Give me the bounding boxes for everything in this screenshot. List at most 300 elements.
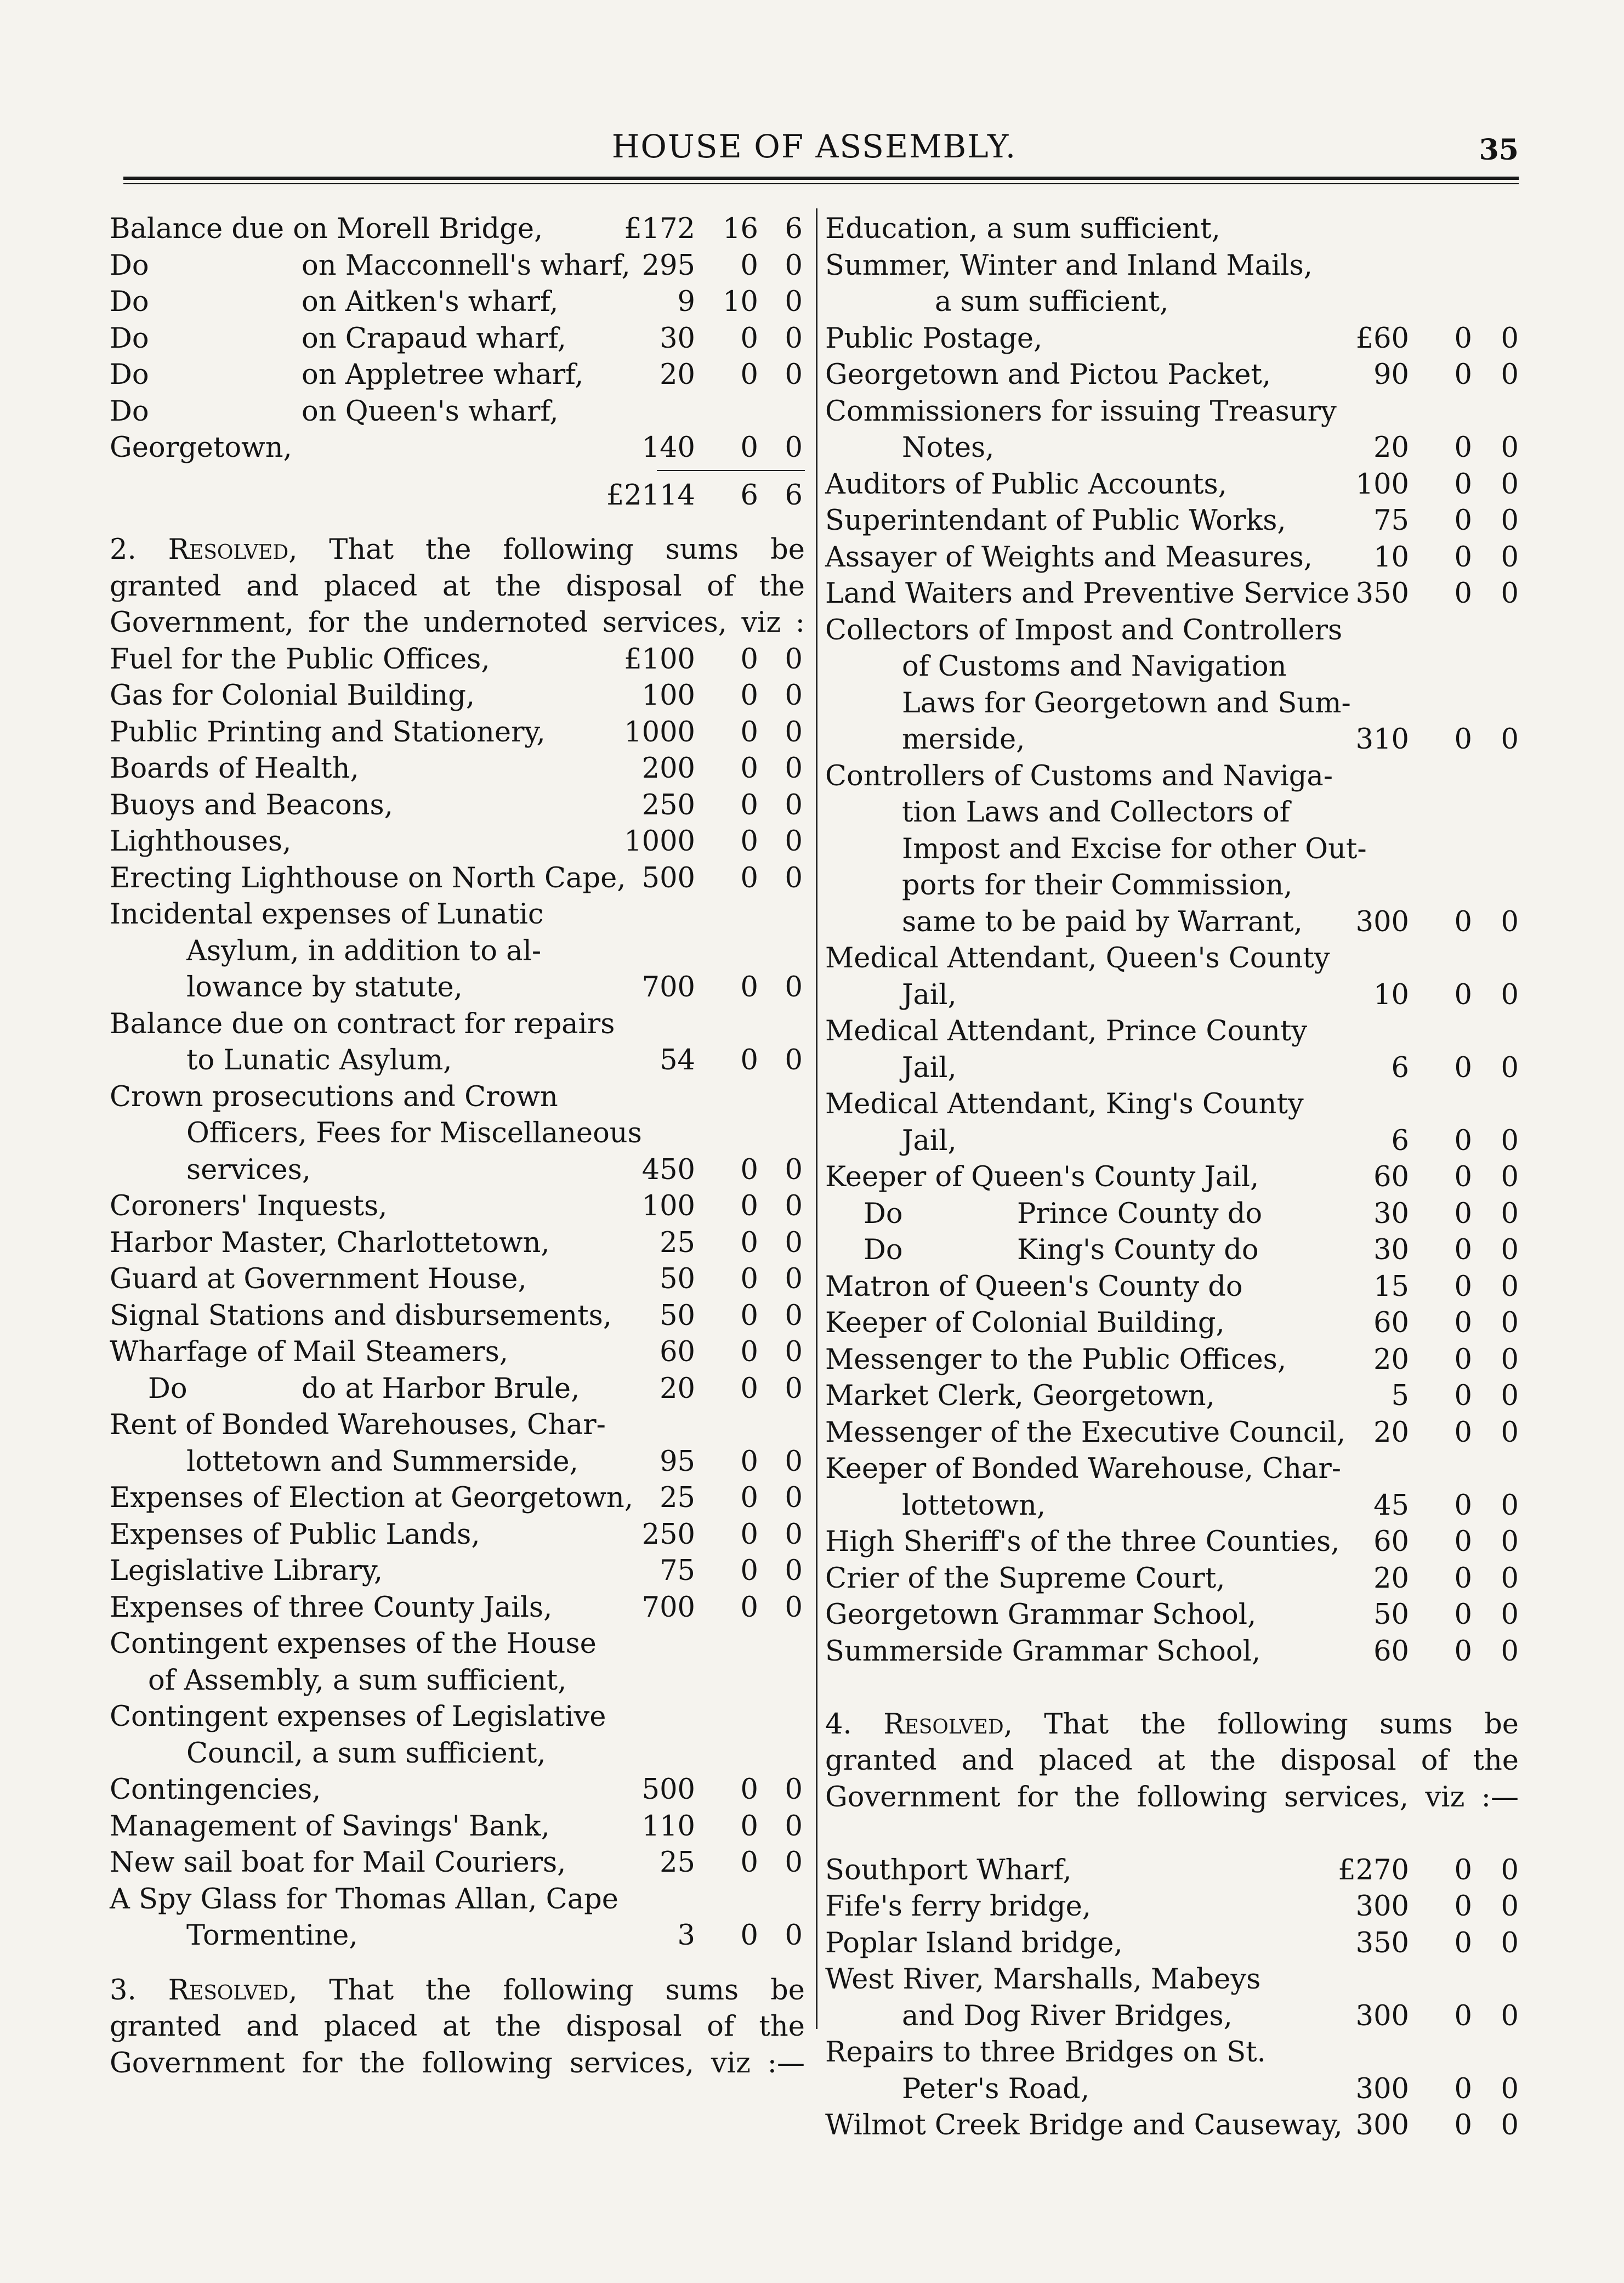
item-detail: on Aitken's wharf,	[302, 286, 559, 318]
amount-pence: 0	[1501, 577, 1519, 610]
resolution-word: the	[495, 570, 541, 603]
amount-pounds: 30	[660, 322, 695, 355]
page-number: 35	[1479, 133, 1519, 167]
item-label: Legislative Library,	[110, 1555, 383, 1587]
amount-pounds: 295	[641, 249, 695, 282]
amount-pence: 0	[785, 1810, 803, 1843]
amount-pence: 0	[785, 643, 803, 676]
resolution-word: placed	[323, 570, 418, 603]
resolution-line	[110, 532, 805, 569]
amount-pounds: 25	[660, 1226, 695, 1259]
amount-shillings: 0	[1454, 905, 1472, 938]
amount-shillings: 0	[1454, 1854, 1472, 1887]
amount-shillings: 0	[740, 1555, 758, 1587]
resolution-word: granted	[110, 570, 222, 603]
item-label: Southport Wharf,	[825, 1854, 1072, 1887]
ledger-row	[110, 751, 805, 788]
resolution-word: the	[1140, 1708, 1186, 1741]
amount-shillings: 0	[740, 359, 758, 391]
amount-pounds: 350	[1355, 577, 1409, 610]
amount-pounds: 75	[1373, 505, 1409, 537]
amount-shillings: 0	[1454, 1562, 1472, 1595]
amount-pounds: 140	[641, 432, 695, 464]
amount-pence: 0	[1501, 978, 1519, 1011]
amount-shillings: 0	[1454, 1124, 1472, 1157]
item-label: Harbor Master, Charlottetown,	[110, 1226, 550, 1259]
amount-shillings: 0	[740, 1919, 758, 1952]
resolution-word: and	[246, 2010, 299, 2043]
amount-shillings: 0	[740, 1044, 758, 1077]
resolution-word: following	[503, 1974, 634, 2007]
amount-shillings: 0	[1454, 505, 1472, 537]
resolution-word: That	[329, 534, 394, 566]
ledger-row	[825, 284, 1519, 321]
resolution-word: the	[363, 607, 410, 639]
item-label: A Spy Glass for Thomas Allan, Cape	[110, 1883, 618, 1916]
amount-shillings: 10	[723, 286, 758, 318]
ledger-row	[825, 540, 1519, 576]
sum-rule	[110, 467, 805, 478]
header-rule-thin	[123, 183, 1519, 184]
amount-pounds: 300	[1355, 1890, 1409, 1923]
item-label: Jail,	[902, 978, 957, 1011]
amount-pounds: 50	[660, 1263, 695, 1295]
ledger-row	[825, 503, 1519, 540]
item-label: Keeper of Bonded Warehouse, Char-	[825, 1453, 1342, 1485]
ledger-row	[110, 1882, 805, 1918]
item-label: Georgetown Grammar School,	[825, 1599, 1257, 1631]
amount-shillings: 0	[1454, 1380, 1472, 1412]
item-label: Georgetown and Pictou Packet,	[825, 359, 1271, 391]
resolution-word: for	[308, 607, 349, 639]
amount-pence: 0	[785, 322, 803, 355]
amount-pence: 0	[1501, 1270, 1519, 1303]
amount-pence: 0	[1501, 1635, 1519, 1668]
amount-pence: 0	[785, 1445, 803, 1478]
ledger-row	[110, 1736, 805, 1772]
amount-shillings: 0	[1454, 432, 1472, 464]
amount-pence: 0	[785, 679, 803, 712]
amount-pence: 0	[785, 249, 803, 282]
ledger-row	[825, 868, 1519, 904]
amount-shillings: 0	[1454, 723, 1472, 756]
resolution-word: 3.	[110, 1974, 137, 2007]
amount-shillings: 0	[1454, 1635, 1472, 1668]
ledger-row	[825, 1889, 1519, 1925]
ledger-row	[110, 1845, 805, 1882]
amount-shillings: 0	[740, 249, 758, 282]
ledger-row	[825, 613, 1519, 649]
ledger-row	[110, 248, 805, 285]
resolution-word: and	[246, 570, 299, 603]
item-label: Jail,	[902, 1124, 957, 1157]
item-label: Superintendant of Public Works,	[825, 505, 1286, 537]
amount-pence: 0	[785, 432, 803, 464]
amount-pounds: 500	[641, 862, 695, 894]
ledger-row	[825, 1488, 1519, 1525]
resolution-word: placed	[323, 2010, 418, 2043]
amount-pounds: 6	[1391, 1124, 1409, 1157]
amount-pounds: 15	[1373, 1270, 1409, 1303]
item-label: Council, a sum sufficient,	[186, 1737, 546, 1770]
amount-shillings: 0	[1454, 1051, 1472, 1084]
amount-pounds: 50	[660, 1299, 695, 1332]
amount-pence: 0	[1501, 1307, 1519, 1339]
amount-pounds: 100	[641, 679, 695, 712]
ledger-row	[825, 211, 1519, 248]
item-label: Education, a sum sufficient,	[825, 213, 1220, 245]
amount-pence: 0	[785, 752, 803, 785]
item-label: Impost and Excise for other Out-	[902, 832, 1367, 865]
amount-shillings: 0	[1454, 541, 1472, 574]
resolution-word: disposal	[1280, 1744, 1396, 1777]
amount-shillings: 0	[1454, 577, 1472, 610]
ledger-row	[825, 977, 1519, 1014]
ledger-row	[110, 1480, 805, 1517]
resolution-word: the	[1210, 1744, 1256, 1777]
amount-pence: 0	[1501, 1124, 1519, 1157]
ledger-row	[825, 1378, 1519, 1415]
item-label: Balance due on Morell Bridge,	[110, 213, 543, 245]
ledger-row	[825, 722, 1519, 758]
ledger-row	[110, 824, 805, 860]
ledger-row	[110, 1553, 805, 1590]
amount-pounds: 300	[1355, 905, 1409, 938]
amount-shillings: 0	[740, 1518, 758, 1551]
amount-pence: 0	[1501, 432, 1519, 464]
resolution-word: of	[707, 2010, 734, 2043]
ledger-row	[110, 1699, 805, 1736]
amount-pounds: 700	[641, 971, 695, 1004]
amount-pence: 0	[785, 1555, 803, 1587]
item-label: Management of Savings' Bank,	[110, 1810, 550, 1843]
amount-pence: 0	[785, 789, 803, 822]
amount-shillings: 0	[1454, 468, 1472, 501]
ledger-row	[110, 715, 805, 751]
amount-pounds: 10	[1373, 541, 1409, 574]
amount-pounds: 3	[677, 1919, 695, 1952]
amount-pounds: 60	[1373, 1161, 1409, 1193]
amount-pence: 0	[1501, 468, 1519, 501]
ledger-row	[110, 321, 805, 358]
item-label: Incidental expenses of Lunatic	[110, 898, 544, 931]
amount-pounds: 1000	[624, 825, 695, 858]
column-divider	[816, 208, 817, 2029]
item-label: Keeper of Queen's County Jail,	[825, 1161, 1259, 1193]
item-label: Expenses of three County Jails,	[110, 1591, 553, 1624]
amount-pounds: 60	[1373, 1635, 1409, 1668]
ledger-row	[110, 1043, 805, 1079]
ledger-row	[825, 831, 1519, 868]
resolution-word: Resolved,	[168, 1974, 298, 2007]
amount-pence: 0	[1501, 1197, 1519, 1230]
ledger-row	[110, 1407, 805, 1444]
amount-shillings: 0	[740, 862, 758, 894]
ledger-row	[825, 758, 1519, 795]
amount-pence: 0	[785, 971, 803, 1004]
amount-shillings: 0	[1454, 1890, 1472, 1923]
item-label: High Sheriff's of the three Counties,	[825, 1526, 1340, 1558]
item-label: Public Printing and Stationery,	[110, 716, 546, 749]
ledger-row	[825, 2035, 1519, 2071]
item-label: Medical Attendant, King's County	[825, 1088, 1304, 1120]
ledger-row	[110, 1444, 805, 1481]
amount-pence: 0	[1501, 1854, 1519, 1887]
item-label: Balance due on contract for repairs	[110, 1007, 615, 1040]
item-label: lottetown,	[902, 1489, 1046, 1522]
ledger-row	[110, 1334, 805, 1371]
item-label: Contingencies,	[110, 1774, 321, 1806]
amount-pence: 6	[785, 213, 803, 245]
ledger-row	[110, 1298, 805, 1335]
item-label: lowance by statute,	[186, 971, 463, 1004]
amount-pounds: 20	[660, 1372, 695, 1405]
amount-pounds: 200	[641, 752, 695, 785]
amount-pence: 0	[1501, 1161, 1519, 1193]
amount-pounds: 50	[1373, 1599, 1409, 1631]
resolution-line	[110, 1973, 805, 2009]
amount-shillings: 0	[1454, 1234, 1472, 1266]
item-label: Gas for Colonial Building,	[110, 679, 475, 712]
amount-shillings: 0	[740, 1336, 758, 1368]
amount-pounds: 45	[1373, 1489, 1409, 1522]
resolution-word: :	[795, 607, 805, 639]
amount-shillings: 0	[1454, 1999, 1472, 2032]
amount-shillings: 0	[740, 789, 758, 822]
resolution-word: the	[359, 2047, 405, 2080]
resolution-word: of	[1421, 1744, 1449, 1777]
amount-pounds: 20	[1373, 432, 1409, 464]
ledger-row	[110, 1517, 805, 1554]
item-label: Contingent expenses of Legislative	[110, 1701, 606, 1733]
resolution-word: Resolved,	[883, 1708, 1013, 1741]
item-label: and Dog River Bridges,	[902, 1999, 1233, 2032]
resolution-word: be	[770, 534, 805, 566]
resolution-word: sums	[1379, 1708, 1453, 1741]
item-label: Public Postage,	[825, 322, 1043, 355]
spacer	[110, 514, 805, 532]
item-label: Signal Stations and disbursements,	[110, 1299, 612, 1332]
item-label: of Customs and Navigation	[902, 650, 1287, 683]
resolution-word: at	[442, 570, 470, 603]
resolution-word: be	[770, 1974, 805, 2007]
amount-pounds: 25	[660, 1482, 695, 1514]
amount-pounds: 9	[677, 286, 695, 318]
resolution-word: disposal	[566, 2010, 682, 2043]
ledger-row	[110, 284, 805, 321]
item-label: Fuel for the Public Offices,	[110, 643, 490, 676]
amount-pence: 0	[1501, 322, 1519, 355]
amount-pence: 0	[1501, 1416, 1519, 1449]
resolution-word: granted	[110, 2010, 222, 2043]
right-column	[825, 211, 1519, 2144]
amount-pounds: 500	[641, 1774, 695, 1806]
amount-pence: 0	[1501, 905, 1519, 938]
item-label: a sum sufficient,	[935, 286, 1169, 318]
amount-pounds: 54	[660, 1044, 695, 1077]
item-detail: on Crapaud wharf,	[302, 322, 566, 355]
amount-shillings: 0	[1454, 1489, 1472, 1522]
ledger-row	[110, 1772, 805, 1809]
resolution-word: for	[1017, 1781, 1058, 1814]
ledger-row	[825, 1925, 1519, 1962]
item-label: Poplar Island bridge,	[825, 1927, 1123, 1959]
item-label: Land Waiters and Preventive Service	[825, 577, 1350, 610]
resolution-word: That	[329, 1974, 394, 2007]
item-label: Officers, Fees for Miscellaneous	[186, 1117, 642, 1149]
item-label: Do	[110, 249, 149, 282]
resolution-line	[825, 1743, 1519, 1780]
amount-pounds: 100	[1355, 468, 1409, 501]
amount-pence: 0	[1501, 541, 1519, 574]
total-pence: 6	[785, 479, 803, 512]
amount-pence: 0	[1501, 1489, 1519, 1522]
ledger-row	[110, 1663, 805, 1699]
resolution-word: following	[503, 534, 634, 566]
resolution-word: the	[425, 1974, 472, 2007]
total-pounds: £2114	[606, 479, 695, 512]
amount-shillings: 0	[1454, 359, 1472, 391]
amount-shillings: 0	[740, 679, 758, 712]
item-label: West River, Marshalls, Mabeys	[825, 1963, 1261, 1996]
amount-shillings: 0	[740, 971, 758, 1004]
amount-pounds: 60	[660, 1336, 695, 1368]
amount-shillings: 0	[740, 1846, 758, 1879]
ledger-row	[110, 1115, 805, 1152]
resolution-word: be	[1484, 1708, 1519, 1741]
item-label: Do	[864, 1197, 903, 1230]
resolution-word: the	[1074, 1781, 1120, 1814]
amount-pounds: 350	[1355, 1927, 1409, 1959]
item-detail: Prince County do	[1017, 1197, 1263, 1230]
amount-pounds: 90	[1373, 359, 1409, 391]
item-label: Guard at Government House,	[110, 1263, 527, 1295]
amount-pounds: 60	[1373, 1307, 1409, 1339]
item-label: Controllers of Customs and Naviga-	[825, 760, 1333, 792]
item-label: services,	[186, 1153, 311, 1186]
resolution-line	[825, 1707, 1519, 1743]
amount-pounds: 300	[1355, 2109, 1409, 2142]
item-label: Auditors of Public Accounts,	[825, 468, 1227, 501]
resolution-word: Government	[825, 1781, 1001, 1814]
item-label: Jail,	[902, 1051, 957, 1084]
item-label: Keeper of Colonial Building,	[825, 1307, 1225, 1339]
ledger-row	[825, 430, 1519, 467]
resolution-word: undernoted	[423, 607, 588, 639]
item-label: to Lunatic Asylum,	[186, 1044, 452, 1077]
resolution-word: viz	[741, 607, 781, 639]
ledger-row	[110, 1809, 805, 1845]
item-label: tion Laws and Collectors of	[902, 796, 1290, 829]
amount-shillings: 0	[740, 322, 758, 355]
ledger-row	[110, 1261, 805, 1298]
amount-shillings: 0	[740, 1774, 758, 1806]
ledger-row	[825, 795, 1519, 831]
resolution-word: granted	[825, 1744, 937, 1777]
ledger-row	[110, 1590, 805, 1627]
item-label: Do	[110, 322, 149, 355]
amount-shillings: 0	[740, 825, 758, 858]
amount-shillings: 0	[740, 1190, 758, 1222]
amount-shillings: 0	[1454, 2109, 1472, 2142]
resolution-word: 4.	[825, 1708, 852, 1741]
item-label: Fife's ferry bridge,	[825, 1890, 1092, 1923]
amount-pounds: 300	[1355, 1999, 1409, 2032]
ledger-row	[825, 1998, 1519, 2035]
item-label: ports for their Commission,	[902, 869, 1293, 902]
amount-pence: 0	[785, 286, 803, 318]
amount-pence: 0	[1501, 1234, 1519, 1266]
amount-pounds: 300	[1355, 2072, 1409, 2105]
item-detail: do at Harbor Brule,	[302, 1372, 580, 1405]
item-label: Boards of Health,	[110, 752, 359, 785]
ledger-row	[110, 678, 805, 715]
item-label: Medical Attendant, Prince County	[825, 1015, 1308, 1047]
resolution-word: services,	[1284, 1781, 1409, 1814]
amount-shillings: 0	[1454, 1307, 1472, 1339]
resolution-line	[110, 605, 805, 642]
amount-pounds: 30	[1373, 1197, 1409, 1230]
ledger-row	[825, 394, 1519, 430]
amount-shillings: 0	[740, 752, 758, 785]
amount-pence: 0	[785, 1919, 803, 1952]
item-label: Crier of the Supreme Court,	[825, 1562, 1225, 1595]
ledger-row	[110, 394, 805, 430]
ledger-row	[825, 576, 1519, 613]
item-label: Erecting Lighthouse on North Cape,	[110, 862, 626, 894]
amount-shillings: 0	[740, 1482, 758, 1514]
amount-pence: 0	[785, 825, 803, 858]
amount-shillings: 16	[723, 213, 758, 245]
item-label: Laws for Georgetown and Sum-	[902, 687, 1351, 720]
amount-shillings: 0	[740, 432, 758, 464]
item-label: Expenses of Public Lands,	[110, 1518, 480, 1551]
amount-pounds: 450	[641, 1153, 695, 1186]
amount-pounds: 1000	[624, 716, 695, 749]
amount-pounds: 20	[1373, 1343, 1409, 1376]
item-label: Messenger to the Public Offices,	[825, 1343, 1287, 1376]
resolution-word: following	[1217, 1708, 1348, 1741]
total-shillings: 6	[740, 479, 758, 512]
amount-pence: 0	[785, 1263, 803, 1295]
amount-pence: 0	[1501, 1599, 1519, 1631]
amount-pounds: 250	[641, 1518, 695, 1551]
ledger-row	[110, 430, 805, 467]
ledger-row	[110, 1152, 805, 1189]
amount-shillings: 0	[1454, 1197, 1472, 1230]
amount-pounds: 110	[641, 1810, 695, 1843]
amount-pence: 0	[785, 1482, 803, 1514]
amount-pounds: 250	[641, 789, 695, 822]
item-label: Georgetown,	[110, 432, 292, 464]
amount-pounds: 20	[1373, 1416, 1409, 1449]
item-label: Coroners' Inquests,	[110, 1190, 388, 1222]
ledger-row	[110, 933, 805, 970]
amount-pence: 0	[785, 359, 803, 391]
item-label: Matron of Queen's County do	[825, 1270, 1243, 1303]
resolution-word: the	[425, 534, 472, 566]
resolution-word: Government,	[110, 607, 294, 639]
ledger-row	[825, 1962, 1519, 1998]
amount-pounds: £270	[1338, 1854, 1409, 1887]
resolution-word: following	[422, 2047, 553, 2080]
ledger-row	[825, 1634, 1519, 1670]
amount-shillings: 0	[1454, 1927, 1472, 1959]
resolution-word: sums	[665, 1974, 739, 2007]
item-label: Crown prosecutions and Crown	[110, 1080, 558, 1113]
resolution-word: the	[759, 2010, 805, 2043]
resolution-word: the	[495, 2010, 541, 2043]
